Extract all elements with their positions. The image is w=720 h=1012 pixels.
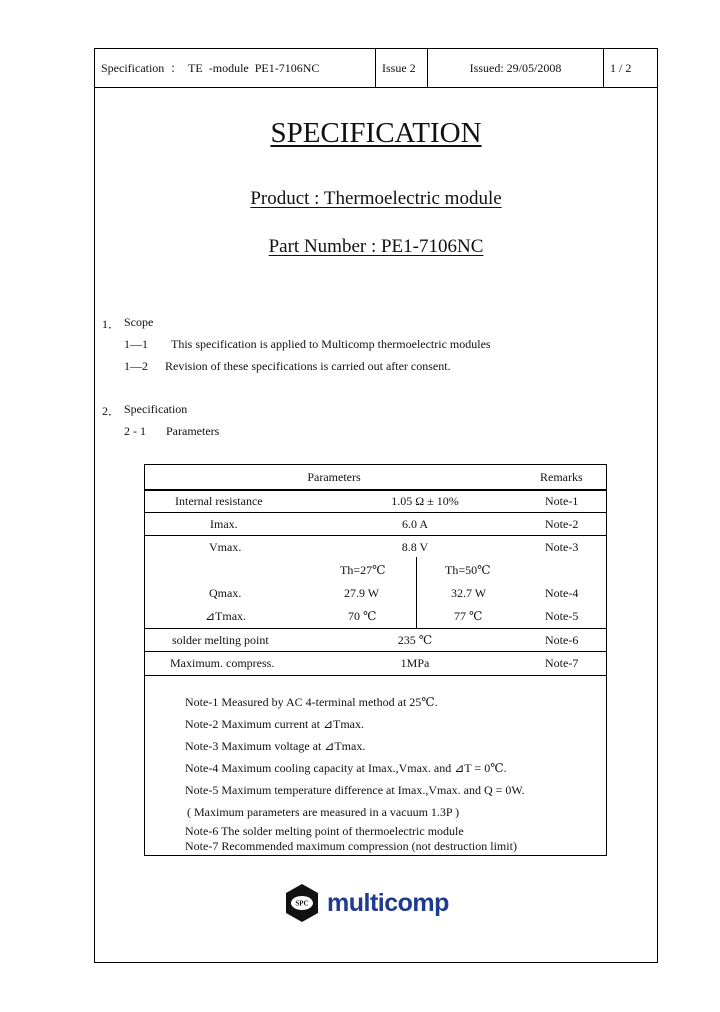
row-value-qmax-27: 27.9 W [344,586,380,600]
temp-col-th27: Th=27℃ [340,563,386,577]
table-header-remarks: Remarks [540,470,583,484]
header-spec-label: Specification ： TE -module PE1-7106NC [95,49,376,87]
note-line: Note-6 The solder melting point of thermoelectric module [185,824,464,838]
table-divider [145,651,606,652]
row-name-imax: Imax. [210,517,238,531]
spec-heading: Specification [124,402,188,416]
header-bar [95,49,657,88]
row-name-internal-resistance: Internal resistance [175,494,263,508]
row-value-maximum-compress: 1MPa [400,656,430,670]
temp-col-th50: Th=50℃ [445,563,491,577]
spc-badge-text: SPC [295,899,309,908]
multicomp-logo [285,883,475,931]
row-value-qmax-50: 32.7 W [451,586,487,600]
table-divider [145,628,606,629]
row-name-solder-melting-point: solder melting point [172,633,269,647]
temp-column-divider [416,557,417,629]
row-name-qmax: Qmax. [209,586,242,600]
spec-sub-heading: Parameters [166,424,220,438]
row-value-internal-resistance: 1.05 Ω ± 10% [391,494,459,508]
row-value-dtmax-27: 70 ℃ [348,609,377,623]
row-remark-note-2: Note-2 [545,517,579,531]
row-remark-note-7: Note-7 [545,656,579,670]
header-issued-date: Issued: 29/05/2008 [428,49,604,87]
row-remark-note-4: Note-4 [545,586,579,600]
row-remark-note-3: Note-3 [545,540,579,554]
table-divider [145,675,606,676]
spc-hexagon-icon [285,883,319,923]
note-line: Note-5 Maximum temperature difference at Imax.,Vmax. and Q = 0W. [185,783,525,797]
row-value-vmax: 8.8 V [401,540,429,554]
document-page [94,48,658,963]
table-divider [145,512,606,513]
note-line: Note-4 Maximum cooling capacity at Imax.,Vmax. and ⊿T = 0℃. [185,761,507,775]
header-issue: Issue 2 [376,49,428,87]
note-line: ( Maximum parameters are measured in a vacuum 1.3P ) [187,805,460,819]
table-divider [145,489,606,491]
product-title: Product : Thermoelectric module [250,188,502,209]
note-line: Note-2 Maximum current at ⊿Tmax. [185,717,365,731]
brand-name: multicomp [327,889,449,917]
table-divider [145,535,606,536]
scope-item-text-1: This specification is applied to Multicomp thermoelectric modules [171,337,491,351]
row-name-maximum-compress: Maximum. compress. [170,656,275,670]
parameters-table [144,464,607,856]
scope-item-num-1: 1—1 [124,337,148,351]
note-line: Note-1 Measured by AC 4-terminal method at 25℃. [185,695,438,709]
row-value-solder-melting-point: 235 ℃ [397,633,433,647]
row-name-vmax: Vmax. [209,540,242,554]
part-number-title: Part Number : PE1-7106NC [268,236,484,257]
spec-number: 2． [102,404,121,418]
scope-number: 1． [102,317,121,331]
table-header-parameters: Parameters [307,470,361,484]
row-remark-note-5: Note-5 [545,609,579,623]
row-remark-note-6: Note-6 [545,633,579,647]
scope-item-text-2: Revision of these specifications is carried out after consent. [165,359,451,373]
row-value-imax: 6.0 A [401,517,428,531]
note-line: Note-3 Maximum voltage at ⊿Tmax. [185,739,366,753]
row-remark-note-1: Note-1 [545,494,579,508]
note-line: Note-7 Recommended maximum compression (not destruction limit) [185,839,517,853]
row-name-dtmax: ⊿Tmax. [205,609,247,623]
row-value-dtmax-50: 77 ℃ [454,609,483,623]
spec-sub-number: 2 - 1 [124,424,146,438]
scope-heading: Scope [124,315,154,329]
page-title: SPECIFICATION [270,117,482,149]
header-page-number: 1 / 2 [610,61,632,75]
scope-item-num-2: 1—2 [124,359,148,373]
